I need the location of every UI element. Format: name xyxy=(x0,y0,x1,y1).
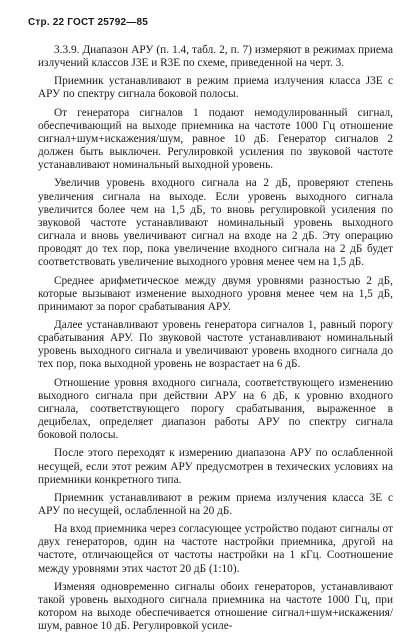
paragraph-8: После этого переходят к измерению диапазона АРУ по ослабленной несущей, если этот режим АРУ предусмотрен в техических условиях на приемники конкретного типа. xyxy=(38,447,393,486)
page-header: Стр. 22 ГОСТ 25792—85 xyxy=(28,17,148,28)
paragraph-11: Изменяя одновременно сигналы обоих генераторов, устанавливают такой уровень выходного сигнала приемника на частоте 1000 Гц, при котором на выходе обеспечивается отношение сигнал+шум+искажения/шум, равное 10 дБ. Регулировкой усиле- xyxy=(38,580,393,633)
paragraph-3: От генератора сигналов 1 подают немодулированный сигнал, обеспечивающий на выходе приемника на частоте 1000 Гц отношение сигнал+шум+искажения/шум, равное 10 дБ. Генератор сигналов 2 должен быть выключен. Регулировкой усиления по звуковой частоте устанавливают номинальный выходной уровень. xyxy=(38,106,393,172)
paragraph-7: Отношение уровня входного сигнала, соответствующего изменению выходного сигнала при действии АРУ на 6 дБ, к уровню входного сигнала, соответствующего порогу срабатывания, выраженное в децибелах, определяет диапазон работы АРУ по спектру сигнала боковой полосы. xyxy=(38,376,393,442)
paragraph-5: Среднее арифметическое между двумя уровнями разностью 2 дБ, которые вызывают изменение выходного уровня менее чем на 1,5 дБ, принимают за порог срабатывания АРУ. xyxy=(38,274,393,313)
paragraph-9: Приемник устанавливают в режим приема излучения класса 3E с АРУ по несущей, ослабленной на 20 дБ. xyxy=(38,491,393,517)
paragraph-6: Далее устанавливают уровень генератора сигналов 1, равный порогу срабатывания АРУ. По звуковой частоте устанавливают номинальный уровень выходного сигнала и увеличивают уровень входного сигнала до тех пор, пока выходной уровень не возрастает на 6 дБ. xyxy=(38,318,393,371)
paragraph-2: Приемник устанавливают в режим приема излучения класса J3E с АРУ по спектру сигнала боковой полосы. xyxy=(38,75,393,101)
paragraph-1: 3.3.9. Диапазон АРУ (п. 1.4, табл. 2, п. 7) измеряют в режимах приема излучений классов J3E и R3E по схеме, приведенной на черт. 3. xyxy=(38,44,393,70)
document-body xyxy=(38,44,393,633)
paragraph-10: На вход приемника через согласующее устройство подают сигналы от двух генераторов, один на частоте настройки приемника, другой на частоте, отличающейся от частоты настройки на 1 кГц. Соотношение между уровнями этих частот 20 дБ (1:10). xyxy=(38,523,393,575)
paragraph-4: Увеличив уровень входного сигнала на 2 дБ, проверяют степень увеличения сигнала на выходе. Если уровень выходного сигнала увеличится более чем на 1,5 дБ, то вновь регулировкой усиления по звуковой частоте устанавливают номинальный уровень выходного сигнала и вновь увеличивают сигнал на входе на 2 дБ. Эту операцию проводят до тех пор, пока увеличение входного сигнала на 2 дБ будет соответствовать увеличение выходного уровня менее чем на 1,5 дБ. xyxy=(38,177,393,269)
